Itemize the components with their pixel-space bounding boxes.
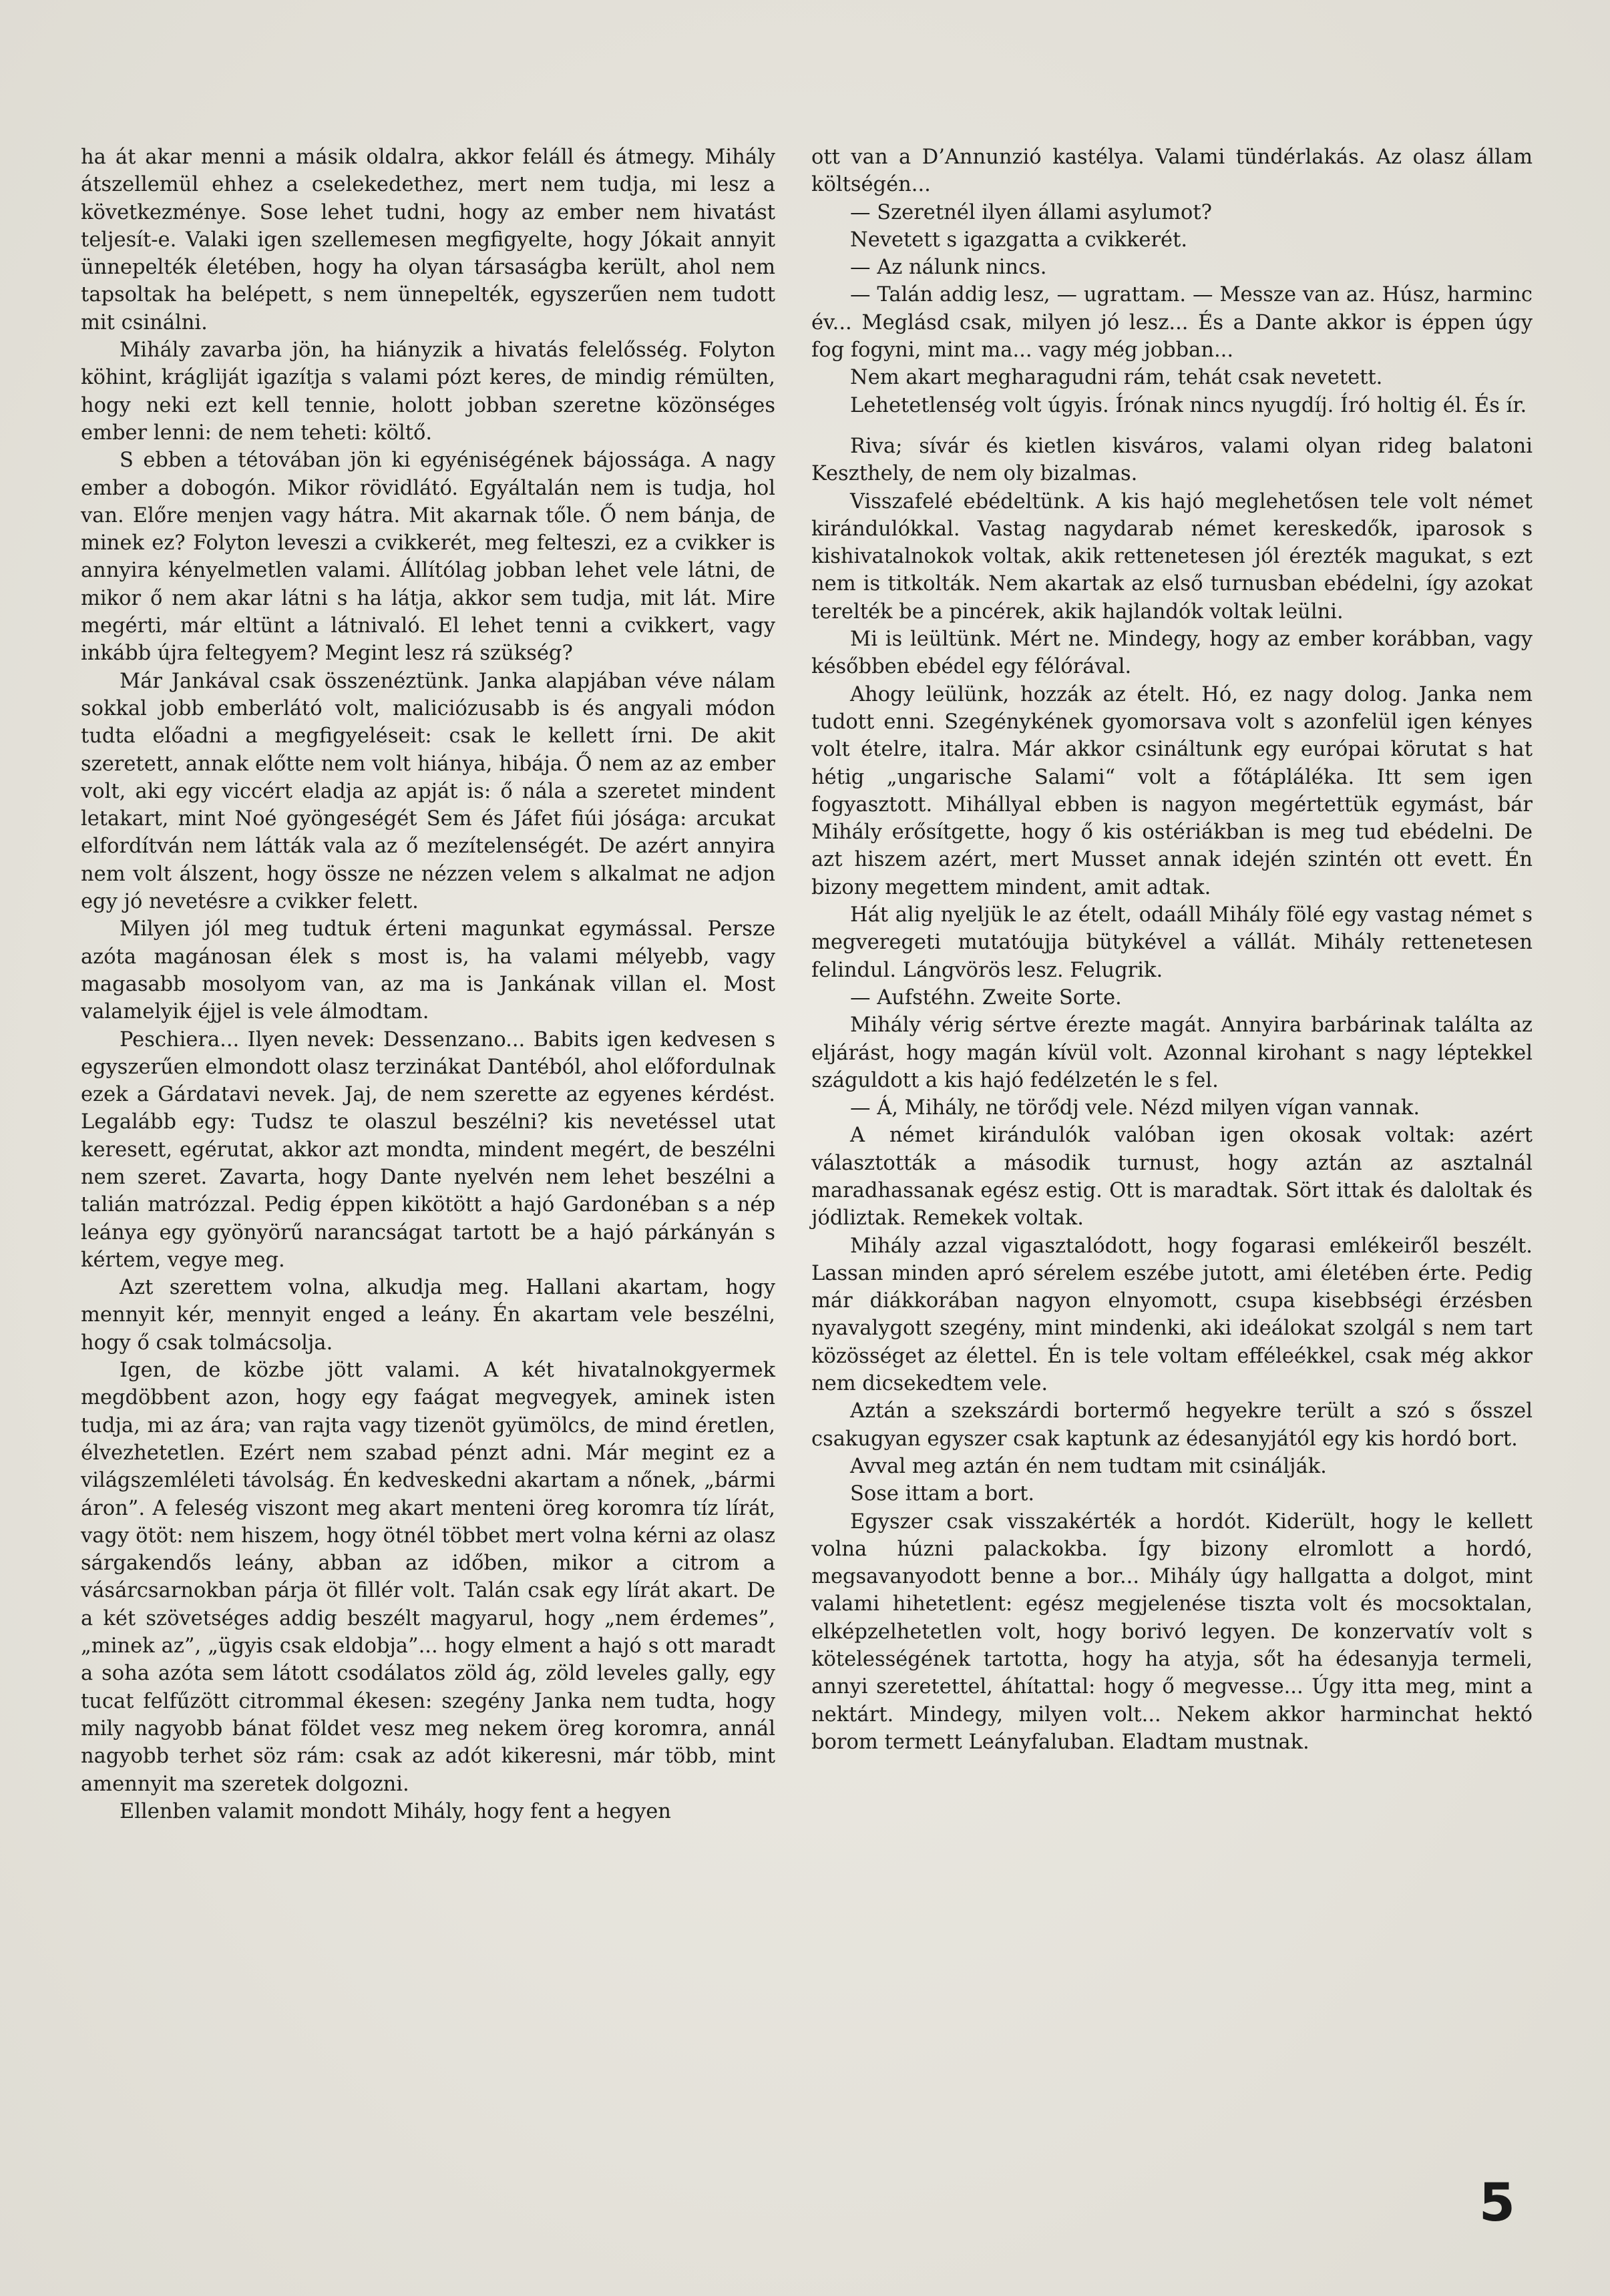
paragraph: Nevetett s igazgatta a cvikkerét.	[850, 228, 1188, 252]
paragraph: Mi is leültünk. Mért ne. Mindegy, hogy az ember korábban, vagy későbben ebédel egy félórával.	[811, 628, 1533, 679]
paragraph: — Á, Mihály, ne törődj vele. Nézd milyen vígan vannak.	[850, 1096, 1420, 1120]
page-number: 5	[1478, 2173, 1515, 2233]
paragraph: Milyen jól meg tudtuk érteni magunkat egymással. Persze azóta magánosan élek s most is, ha valami mélyebb, vagy magasabb mosolyom van, az ma is Jankának villan el. Most valamelyik éjjel is vele álmodtam.	[81, 917, 775, 1024]
paragraph: Azt szerettem volna, alkudja meg. Hallani akartam, hogy mennyit kér, mennyit enged a leány. Én akartam vele beszélni, hogy ő csak tolmácsolja.	[81, 1276, 775, 1355]
paragraph: — Szeretnél ilyen állami asylumot?	[850, 200, 1212, 224]
paragraph: — Aufstéhn. Zweite Sorte.	[850, 985, 1122, 1009]
paragraph: Hát alig nyeljük le az ételt, odaáll Mihály fölé egy vastag német s megveregeti mutatóujja bütykével a vállát. Mihály rettenetesen felindul. Lángvörös lesz. Felugrik.	[811, 903, 1533, 982]
paragraph: — Talán addig lesz, — ugrattam. — Messze van az. Húsz, harminc év... Meglásd csak, milyen jó lesz... És a Dante akkor is éppen úgy fog fogyni, mint ma... vagy még jobban...	[811, 283, 1533, 363]
paragraph: S ebben a tétovában jön ki egyéniségének bájossága. A nagy ember a dobogón. Mikor rövidlátó. Egyáltalán nem is tudja, hol van. Előre menjen vagy hátra. Mit akarnak tőle. Ő nem bánja, de minek ez? Folyton leveszi a cvikkerét, meg felteszi, ez a cvikker is annyira kényelmetlen valami. Állítólag jobban lehet vele látni, de mikor ő nem akar látni s ha látja, akkor sem tudja, mit lát. Mire megérti, már eltünt a látnivaló. El lehet tenni a cvikkert, vagy inkább újra feltegyem? Megint lesz rá szükség?	[81, 449, 775, 666]
right-column	[811, 144, 1533, 1756]
paragraph: Nem akart megharagudni rám, tehát csak nevetett.	[850, 366, 1383, 390]
paragraph: Avval meg aztán én nem tudtam mit csinálják.	[850, 1454, 1327, 1478]
paragraph: Már Jankával csak összenéztünk. Janka alapjában véve nálam sokkal jobb emberlátó volt, maliciózusabb is és angyali módon tudta előadni a megfigyeléseit: csak le kellett írni. De akit szeretett, annak előtte nem volt hiánya, hibája. Ő nem az az ember volt, aki egy viccért eladja az apját is: ő nála a szeretet mindent letakart, mint Noé gyöngeségét Sem és Jáfet fiúi jósága: arcukat elfordítván nem látták vala az ő mezítelenségét. De azért annyira nem volt álszent, hogy össze ne nézzen velem s alkalmat ne adjon egy jó nevetésre a cvikker felett.	[81, 669, 775, 914]
paragraph: A német kirándulók valóban igen okosak voltak: azért választották a második turnust, hogy aztán az asztalnál maradhassanak egész estig. Ott is maradtak. Sört ittak és daloltak és jódliztak. Remekek voltak.	[811, 1124, 1533, 1230]
paragraph: ha át akar menni a másik oldalra, akkor feláll és átmegy. Mihály átszellemül ehhez a cselekedethez, mert nem tudja, mi lesz a következménye. Sose lehet tudni, hogy az ember nem hivatást teljesít-e. Valaki igen szellemesen megfigyelte, hogy Jókait annyit ünnepelték életében, hogy ha olyan társaságba került, ahol nem tapsoltak ha belépett, s nem ünnepelték, egyszerűen nem tudott mit csinálni.	[81, 146, 775, 334]
paragraph: Mihály vérig sértve érezte magát. Annyira barbárinak találta az eljárást, hogy magán kívül volt. Azonnal kirohant s nagy léptekkel száguldott a kis hajó fedélzetén le s fel.	[811, 1013, 1533, 1092]
paragraph: Aztán a szekszárdi bortermő hegyekre terült a szó s ősszel csakugyan egyszer csak kaptunk az édesanyjától egy kis hordó bort.	[811, 1399, 1533, 1451]
paragraph: Mihály zavarba jön, ha hiányzik a hivatás felelősség. Folyton köhint, krágliját igazítja s valami pózt keres, de mindig rémülten, hogy neki ezt kell tennie, holott jobban szeretne közönséges ember lenni: de nem teheti: költő.	[81, 338, 775, 445]
paragraph: Riva; sívár és kietlen kisváros, valami olyan rideg balatoni Keszthely, de nem oly bizalmas.	[811, 434, 1533, 486]
paragraph: Sose ittam a bort.	[850, 1482, 1035, 1506]
paragraph: Ahogy leülünk, hozzák az ételt. Hó, ez nagy dolog. Janka nem tudott enni. Szegénykének gyomorsava volt s azonfelül igen kényes volt ételre, italra. Már akkor csináltunk egy európai körutat s hat hétig „ungarische Salami“ volt a főtápláléka. Itt sem igen fogyasztott. Mihállyal ebben is nagyon megértettük egymást, bár Mihály erősítgette, hogy ő kis ostériákban is meg tud ebédelni. De azt hiszem azért, mert Musset annak idején szintén ott evett. Én bizony megettem mindent, amit adtak.	[811, 682, 1533, 899]
left-column	[81, 144, 775, 1825]
paragraph: Mihály azzal vigasztalódott, hogy fogarasi emlékeiről beszélt. Lassan minden apró sérelem eszébe jutott, ami életében érte. Pedig már diákkorában nagyon elnyomott, csupa kisebbségi érzésben nyavalygott szegény, mint mindenki, aki ideálokat szolgál s nem tart közösséget az élettel. Én is tele voltam efféleékkel, csak még akkor nem dicsekedtem vele.	[811, 1234, 1533, 1396]
paragraph: — Az nálunk nincs.	[850, 256, 1047, 280]
paragraph: Lehetetlenség volt úgyis. Írónak nincs nyugdíj. Író holtig él. És ír.	[850, 393, 1527, 417]
paragraph: Peschiera... Ilyen nevek: Dessenzano... Babits igen kedvesen s egyszerűen elmondott olasz terzinákat Dantéból, ahol előfordulnak ezek a Gárdatavi nevek. Jaj, de nem szerette az egyenes kérdést. Legalább egy: Tudsz te olaszul beszélni? kis nevetéssel utat keresett, egérutat, akkor azt mondta, mindent megért, de beszélni nem szeret. Zavarta, hogy Dante nyelvén nem lehet beszélni a talián matrózzal. Pedig éppen kikötött a hajó Gardonéban s a nép leánya egy gyönyörű narancságat tartott be a hajó párkányán s kértem, vegye meg.	[81, 1027, 775, 1272]
paragraph: Ellenben valamit mondott Mihály, hogy fent a hegyen	[120, 1799, 671, 1823]
paragraph: Visszafelé ebédeltünk. A kis hajó meglehetősen tele volt német kirándulókkal. Vastag nagydarab német kereskedők, iparosok s kishivatalnokok voltak, akik rettenetesen jól érezték magukat, s ezt nem is titkolták. Nem akartak az első turnusban ebédelni, így azokat terelték be a pincérek, akik hajlandók voltak leülni.	[811, 489, 1533, 624]
paragraph: Egyszer csak visszakérték a hordót. Kiderült, hogy le kellett volna húzni palackokba. Így bizony elromlott a hordó, megsavanyodott benne a bor... Mihály úgy hallgatta a dolgot, mint valami hihetetlent: egész megjelenése tiszta volt és mocsoktalan, elképzelhetetlen volt, hogy borivó legyen. De konzervatív volt s kötelességének tartotta, hogy ha atyja, sőt ha édesanyja termeli, annyi szeretettel, áhítattal: hogy ő megvesse... Úgy itta meg, mint a nektárt. Mindegy, milyen volt... Nekem akkor harminchat hektó borom termett Leányfaluban. Eladtam mustnak.	[811, 1510, 1533, 1754]
paragraph: Igen, de közbe jött valami. A két hivatalnokgyermek megdöbbent azon, hogy egy faágat megvegyek, aminek isten tudja, mi az ára; van rajta vagy tizenöt gyümölcs, de mind éretlen, élvezhetetlen. Ezért nem szabad pénzt adni. Már megint ez a világszemléleti távolság. Én kedveskedni akartam a nőnek, „bármi áron”. A feleség viszont meg akart menteni öreg koromra tíz lírát, vagy ötöt: nem hiszem, hogy ötnél többet mert volna kérni az olasz sárgakendős leány, abban az időben, mikor a citrom a vásárcsarnokban párja öt fillér volt. Talán csak egy lírát akart. De a két szövetséges addig beszélt magyarul, hogy „nem érdemes”, „minek az”, „ügyis csak eldobja”... hogy elment a hajó s ott maradt a soha azóta sem látott csodálatos zöld ág, zöld leveles gally, egy tucat felfűzött citrommal ékesen: szegény Janka nem tudta, hogy mily nagyobb bánat földet vesz meg nekem öreg koromra, annál nagyobb terhet söz rám: csak az adót kikeresni, már több, mint amennyit ma szeretek dolgozni.	[81, 1359, 775, 1796]
paragraph: ott van a D’Annunzió kastélya. Valami tündérlakás. Az olasz állam költségén...	[811, 146, 1533, 197]
